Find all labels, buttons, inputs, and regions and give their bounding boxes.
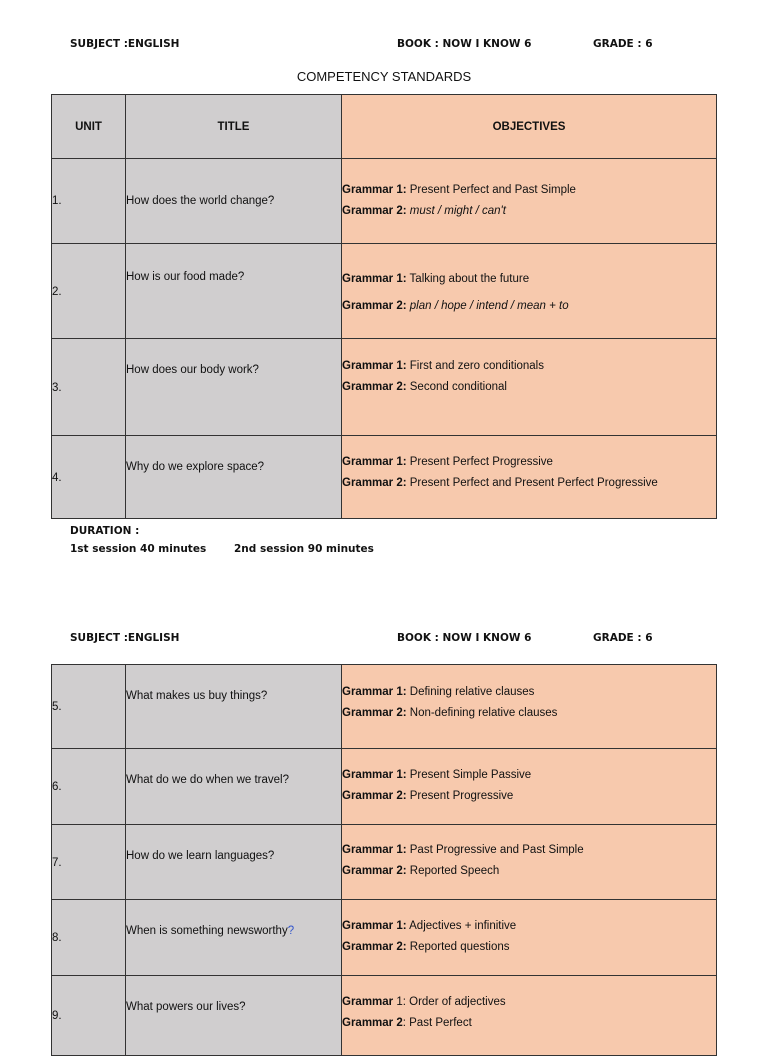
grammar-2 xyxy=(342,377,716,398)
grammar-1 xyxy=(342,916,716,937)
grammar-1 xyxy=(342,356,716,377)
grammar-label: Grammar 1: xyxy=(342,686,407,698)
duration-label: DURATION : xyxy=(70,525,140,537)
grammar-label: Grammar 2: xyxy=(342,707,407,719)
grammar-label: Grammar 1: xyxy=(342,456,407,468)
unit-number: 1. xyxy=(52,159,126,244)
grammar-text: Talking about the future xyxy=(406,273,530,285)
grade-label: GRADE : 6 xyxy=(593,38,653,50)
grammar-label: Grammar 2: xyxy=(342,381,407,393)
grammar-text: Past Progressive and Past Simple xyxy=(406,844,584,856)
unit-number: 7. xyxy=(52,825,126,900)
unit-title: How do we learn languages? xyxy=(126,825,342,900)
grammar-text: Adjectives + infinitive xyxy=(406,920,517,932)
book-label: BOOK : NOW I KNOW 6 xyxy=(397,632,532,644)
grammar-1 xyxy=(342,682,716,703)
book-label: BOOK : NOW I KNOW 6 xyxy=(397,38,532,50)
grammar-label: Grammar 2: xyxy=(342,865,407,877)
objectives-cell xyxy=(342,436,717,519)
grammar-1 xyxy=(342,266,716,293)
unit-title: Why do we explore space? xyxy=(126,436,342,519)
session-1: 1st session 40 minutes xyxy=(70,543,207,555)
table-row xyxy=(52,244,717,339)
grammar-1 xyxy=(342,840,716,861)
unit-number: 2. xyxy=(52,244,126,339)
grammar-2 xyxy=(342,293,716,320)
page-title: COMPETENCY STANDARDS xyxy=(296,69,472,84)
unit-number: 6. xyxy=(52,749,126,825)
objectives-cell xyxy=(342,900,717,976)
grammar-2 xyxy=(342,937,716,958)
unit-number: 3. xyxy=(52,339,126,436)
grammar-text: 1: Order of adjectives xyxy=(393,996,506,1008)
unit-number: 9. xyxy=(52,976,126,1056)
subject-label: SUBJECT :ENGLISH xyxy=(70,632,180,644)
unit-number: 4. xyxy=(52,436,126,519)
title-question-mark: ? xyxy=(287,925,295,937)
grammar-text: Present Simple Passive xyxy=(406,769,532,781)
table-row xyxy=(52,339,717,436)
grammar-1 xyxy=(342,992,716,1013)
objectives-cell xyxy=(342,749,717,825)
grammar-label: Grammar 2: xyxy=(342,790,407,802)
unit-title: What makes us buy things? xyxy=(126,665,342,749)
page2-header xyxy=(0,632,768,648)
table-row xyxy=(52,159,717,244)
grammar-label: Grammar 2: xyxy=(342,205,407,217)
table-row xyxy=(52,665,717,749)
table-row xyxy=(52,825,717,900)
grammar-text: Present Perfect Progressive xyxy=(406,456,553,468)
grade-label: GRADE : 6 xyxy=(593,632,653,644)
grammar-text: Reported Speech xyxy=(406,865,500,877)
grammar-label: Grammar 1: xyxy=(342,769,407,781)
grammar-label: Grammar 1: xyxy=(342,844,407,856)
competency-table-continued xyxy=(51,664,717,1056)
table-row xyxy=(52,900,717,976)
grammar-1 xyxy=(342,765,716,786)
unit-number: 8. xyxy=(52,900,126,976)
unit-title: How does the world change? xyxy=(126,159,342,244)
grammar-2 xyxy=(342,201,716,222)
grammar-text: Reported questions xyxy=(406,941,510,953)
objectives-cell xyxy=(342,976,717,1056)
table-row xyxy=(52,436,717,519)
grammar-label: Grammar 1: xyxy=(342,184,407,196)
objectives-cell xyxy=(342,159,717,244)
unit-number: 5. xyxy=(52,665,126,749)
column-header-title: TITLE xyxy=(126,95,342,159)
unit-title: How is our food made? xyxy=(126,244,342,339)
session-2: 2nd session 90 minutes xyxy=(234,543,374,555)
grammar-text: Defining relative clauses xyxy=(406,686,535,698)
grammar-1 xyxy=(342,180,716,201)
grammar-label: Grammar 2 xyxy=(342,1017,403,1029)
unit-title: What powers our lives? xyxy=(126,976,342,1056)
column-header-objectives: OBJECTIVES xyxy=(342,95,717,159)
grammar-text: Present Perfect and Past Simple xyxy=(406,184,576,196)
objectives-cell xyxy=(342,665,717,749)
duration-block xyxy=(70,525,374,555)
grammar-label: Grammar 2: xyxy=(342,941,407,953)
grammar-1 xyxy=(342,452,716,473)
grammar-2 xyxy=(342,473,716,494)
grammar-label: Grammar 1: xyxy=(342,273,407,285)
grammar-2 xyxy=(342,786,716,807)
grammar-2 xyxy=(342,861,716,882)
grammar-label: Grammar 1: xyxy=(342,360,407,372)
grammar-text: Non-defining relative clauses xyxy=(406,707,558,719)
unit-title xyxy=(126,900,342,976)
objectives-cell xyxy=(342,244,717,339)
grammar-text: First and zero conditionals xyxy=(406,360,544,372)
subject-label: SUBJECT :ENGLISH xyxy=(70,38,180,50)
grammar-label: Grammar 2: xyxy=(342,477,407,489)
table-header-row xyxy=(52,95,717,159)
table-row xyxy=(52,976,717,1056)
grammar-text: must / might / can't xyxy=(406,205,506,217)
column-header-unit: UNIT xyxy=(52,95,126,159)
objectives-cell xyxy=(342,825,717,900)
unit-title-text: When is something newsworthy xyxy=(126,925,288,937)
unit-title: What do we do when we travel? xyxy=(126,749,342,825)
grammar-label: Grammar 1: xyxy=(342,920,407,932)
unit-title: How does our body work? xyxy=(126,339,342,436)
competency-table xyxy=(51,94,717,519)
grammar-label: Grammar xyxy=(342,996,394,1008)
grammar-text: plan / hope / intend / mean + to xyxy=(406,300,569,312)
table-row xyxy=(52,749,717,825)
objectives-cell xyxy=(342,339,717,436)
grammar-text: Present Progressive xyxy=(406,790,514,802)
grammar-text: Second conditional xyxy=(406,381,507,393)
grammar-2 xyxy=(342,703,716,724)
page1-header xyxy=(0,38,768,54)
grammar-text: : Past Perfect xyxy=(402,1017,472,1029)
grammar-label: Grammar 2: xyxy=(342,300,407,312)
grammar-text: Present Perfect and Present Perfect Progressive xyxy=(406,477,658,489)
